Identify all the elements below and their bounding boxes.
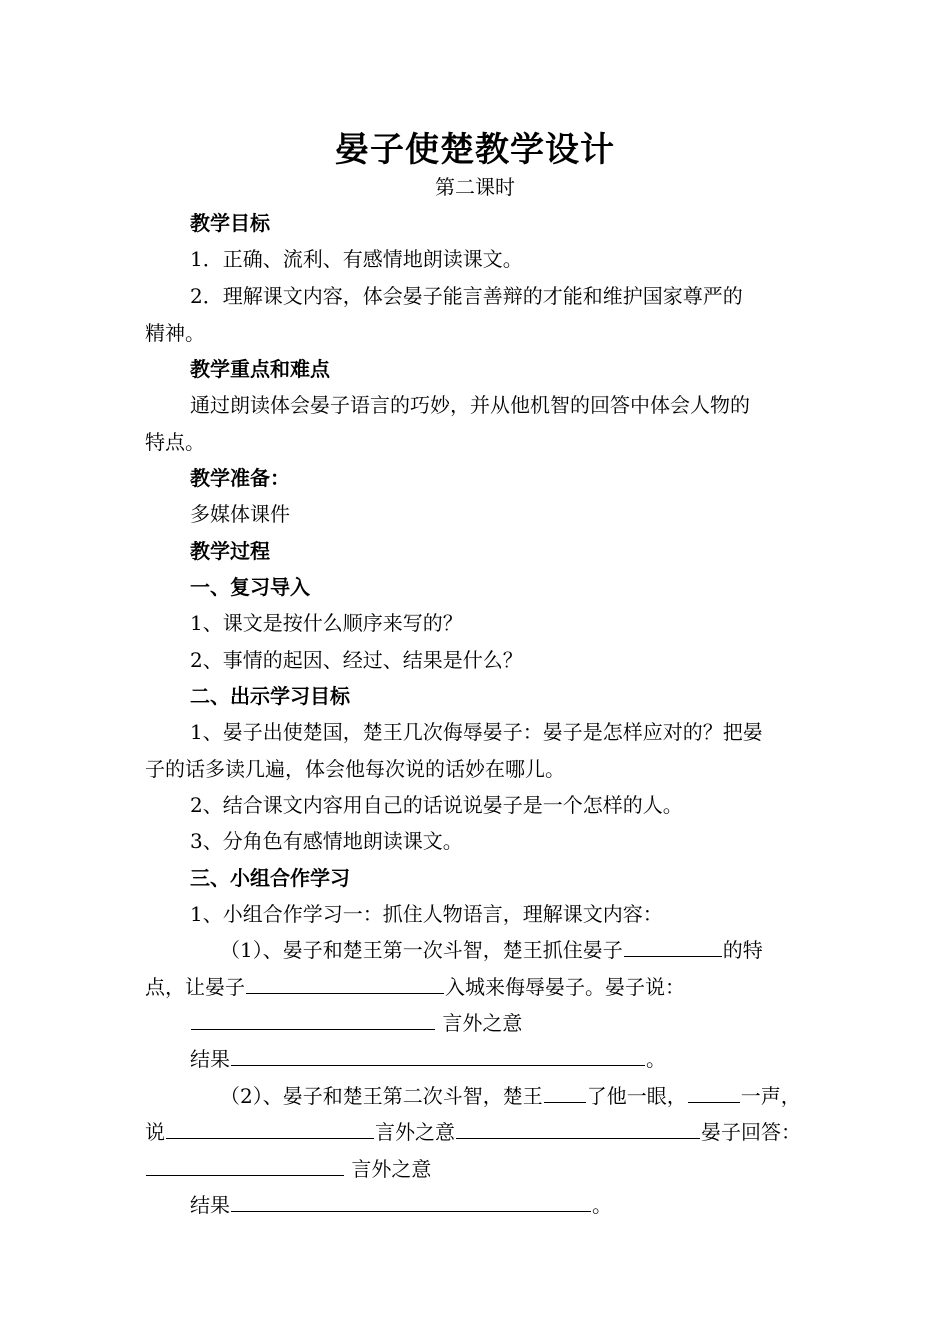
exercise1-blank-result[interactable]: [231, 1045, 645, 1066]
section2-heading: 二、出示学习目标: [190, 684, 350, 708]
exercise2-text-e: 言外之意: [375, 1120, 455, 1144]
exercise1-text-e: 言外之意: [442, 1011, 523, 1035]
exercise2-text-a: （2）、晏子和楚王第二次斗智，楚王: [220, 1084, 543, 1108]
exercise2-line4: [190, 1191, 870, 1219]
exercise2-text-f: 晏子回答：: [701, 1120, 801, 1144]
exercise1-text-d: 入城来侮辱晏子。晏子说：: [445, 975, 685, 999]
exercise1-line1: [220, 936, 900, 964]
section3-heading: 三、小组合作学习: [190, 866, 350, 890]
exercise2-text-b: 了他一眼，: [586, 1084, 687, 1108]
exercise2-text-g: 言外之意: [351, 1157, 432, 1181]
document-title: 晏子使楚教学设计: [335, 130, 615, 170]
section2-item3: 3、分角色有感情地朗读课文。: [190, 829, 463, 853]
key-line1: 通过朗读体会晏子语言的巧妙，并从他机智的回答中体会人物的: [190, 393, 750, 417]
exercise1-blank-yanzi-said[interactable]: [191, 1009, 435, 1030]
exercise2-blank-glance[interactable]: [544, 1082, 586, 1103]
goals-heading: 教学目标: [190, 211, 270, 235]
exercise2-text-i: 。: [592, 1193, 612, 1217]
section1-heading: 一、复习导入: [190, 575, 310, 599]
section2-item1-line1: 1、晏子出使楚国，楚王几次侮辱晏子：晏子是怎样应对的？把晏: [190, 720, 763, 744]
key-line2: 特点。: [145, 430, 205, 454]
prep-heading: 教学准备：: [190, 466, 290, 490]
exercise2-text-h: 结果: [190, 1193, 230, 1217]
exercise1-blank-feature[interactable]: [624, 936, 722, 957]
section1-question2: 2、事情的起因、经过、结果是什么？: [190, 648, 523, 672]
exercise2-blank-result[interactable]: [231, 1191, 591, 1212]
document-subtitle: 第二课时: [435, 175, 515, 199]
exercise1-text-a: （1）、晏子和楚王第一次斗智，楚王抓住晏子: [220, 938, 623, 962]
exercise1-text-f: 结果: [190, 1047, 230, 1071]
exercise2-line2: [145, 1118, 825, 1146]
section2-item2: 2、结合课文内容用自己的话说说晏子是一个怎样的人。: [190, 793, 683, 817]
exercise2-blank-king-said[interactable]: [166, 1118, 374, 1139]
exercise2-line3: [145, 1155, 825, 1183]
exercise1-blank-gate[interactable]: [246, 973, 444, 994]
exercise2-blank-sound[interactable]: [688, 1082, 740, 1103]
section1-question1: 1、课文是按什么顺序来写的？: [190, 611, 463, 635]
section3-item1: 1、小组合作学习一：抓住人物语言，理解课文内容：: [190, 902, 663, 926]
goal-1: 1．正确、流利、有感情地朗读课文。: [190, 247, 523, 271]
exercise1-line3: [190, 1009, 870, 1037]
exercise1-line2: [145, 973, 825, 1001]
process-heading: 教学过程: [190, 539, 270, 563]
exercise2-blank-meaning[interactable]: [456, 1118, 700, 1139]
section2-item1-line2: 子的话多读几遍，体会他每次说的话妙在哪儿。: [145, 757, 565, 781]
exercise1-text-g: 。: [646, 1047, 666, 1071]
exercise1-text-b: 的特: [722, 938, 763, 962]
exercise2-blank-yanzi-answer[interactable]: [146, 1155, 344, 1176]
exercise1-line4: [190, 1045, 870, 1073]
goal-2-line2: 精神。: [145, 321, 205, 345]
exercise2-text-d: 说: [145, 1120, 165, 1144]
exercise2-text-c: 一声，: [740, 1084, 801, 1108]
prep-text: 多媒体课件: [190, 502, 290, 526]
exercise1-text-c: 点，让晏子: [145, 975, 245, 999]
goal-2-line1: 2．理解课文内容，体会晏子能言善辩的才能和维护国家尊严的: [190, 284, 743, 308]
exercise2-line1: [220, 1082, 900, 1110]
key-heading: 教学重点和难点: [190, 357, 330, 381]
